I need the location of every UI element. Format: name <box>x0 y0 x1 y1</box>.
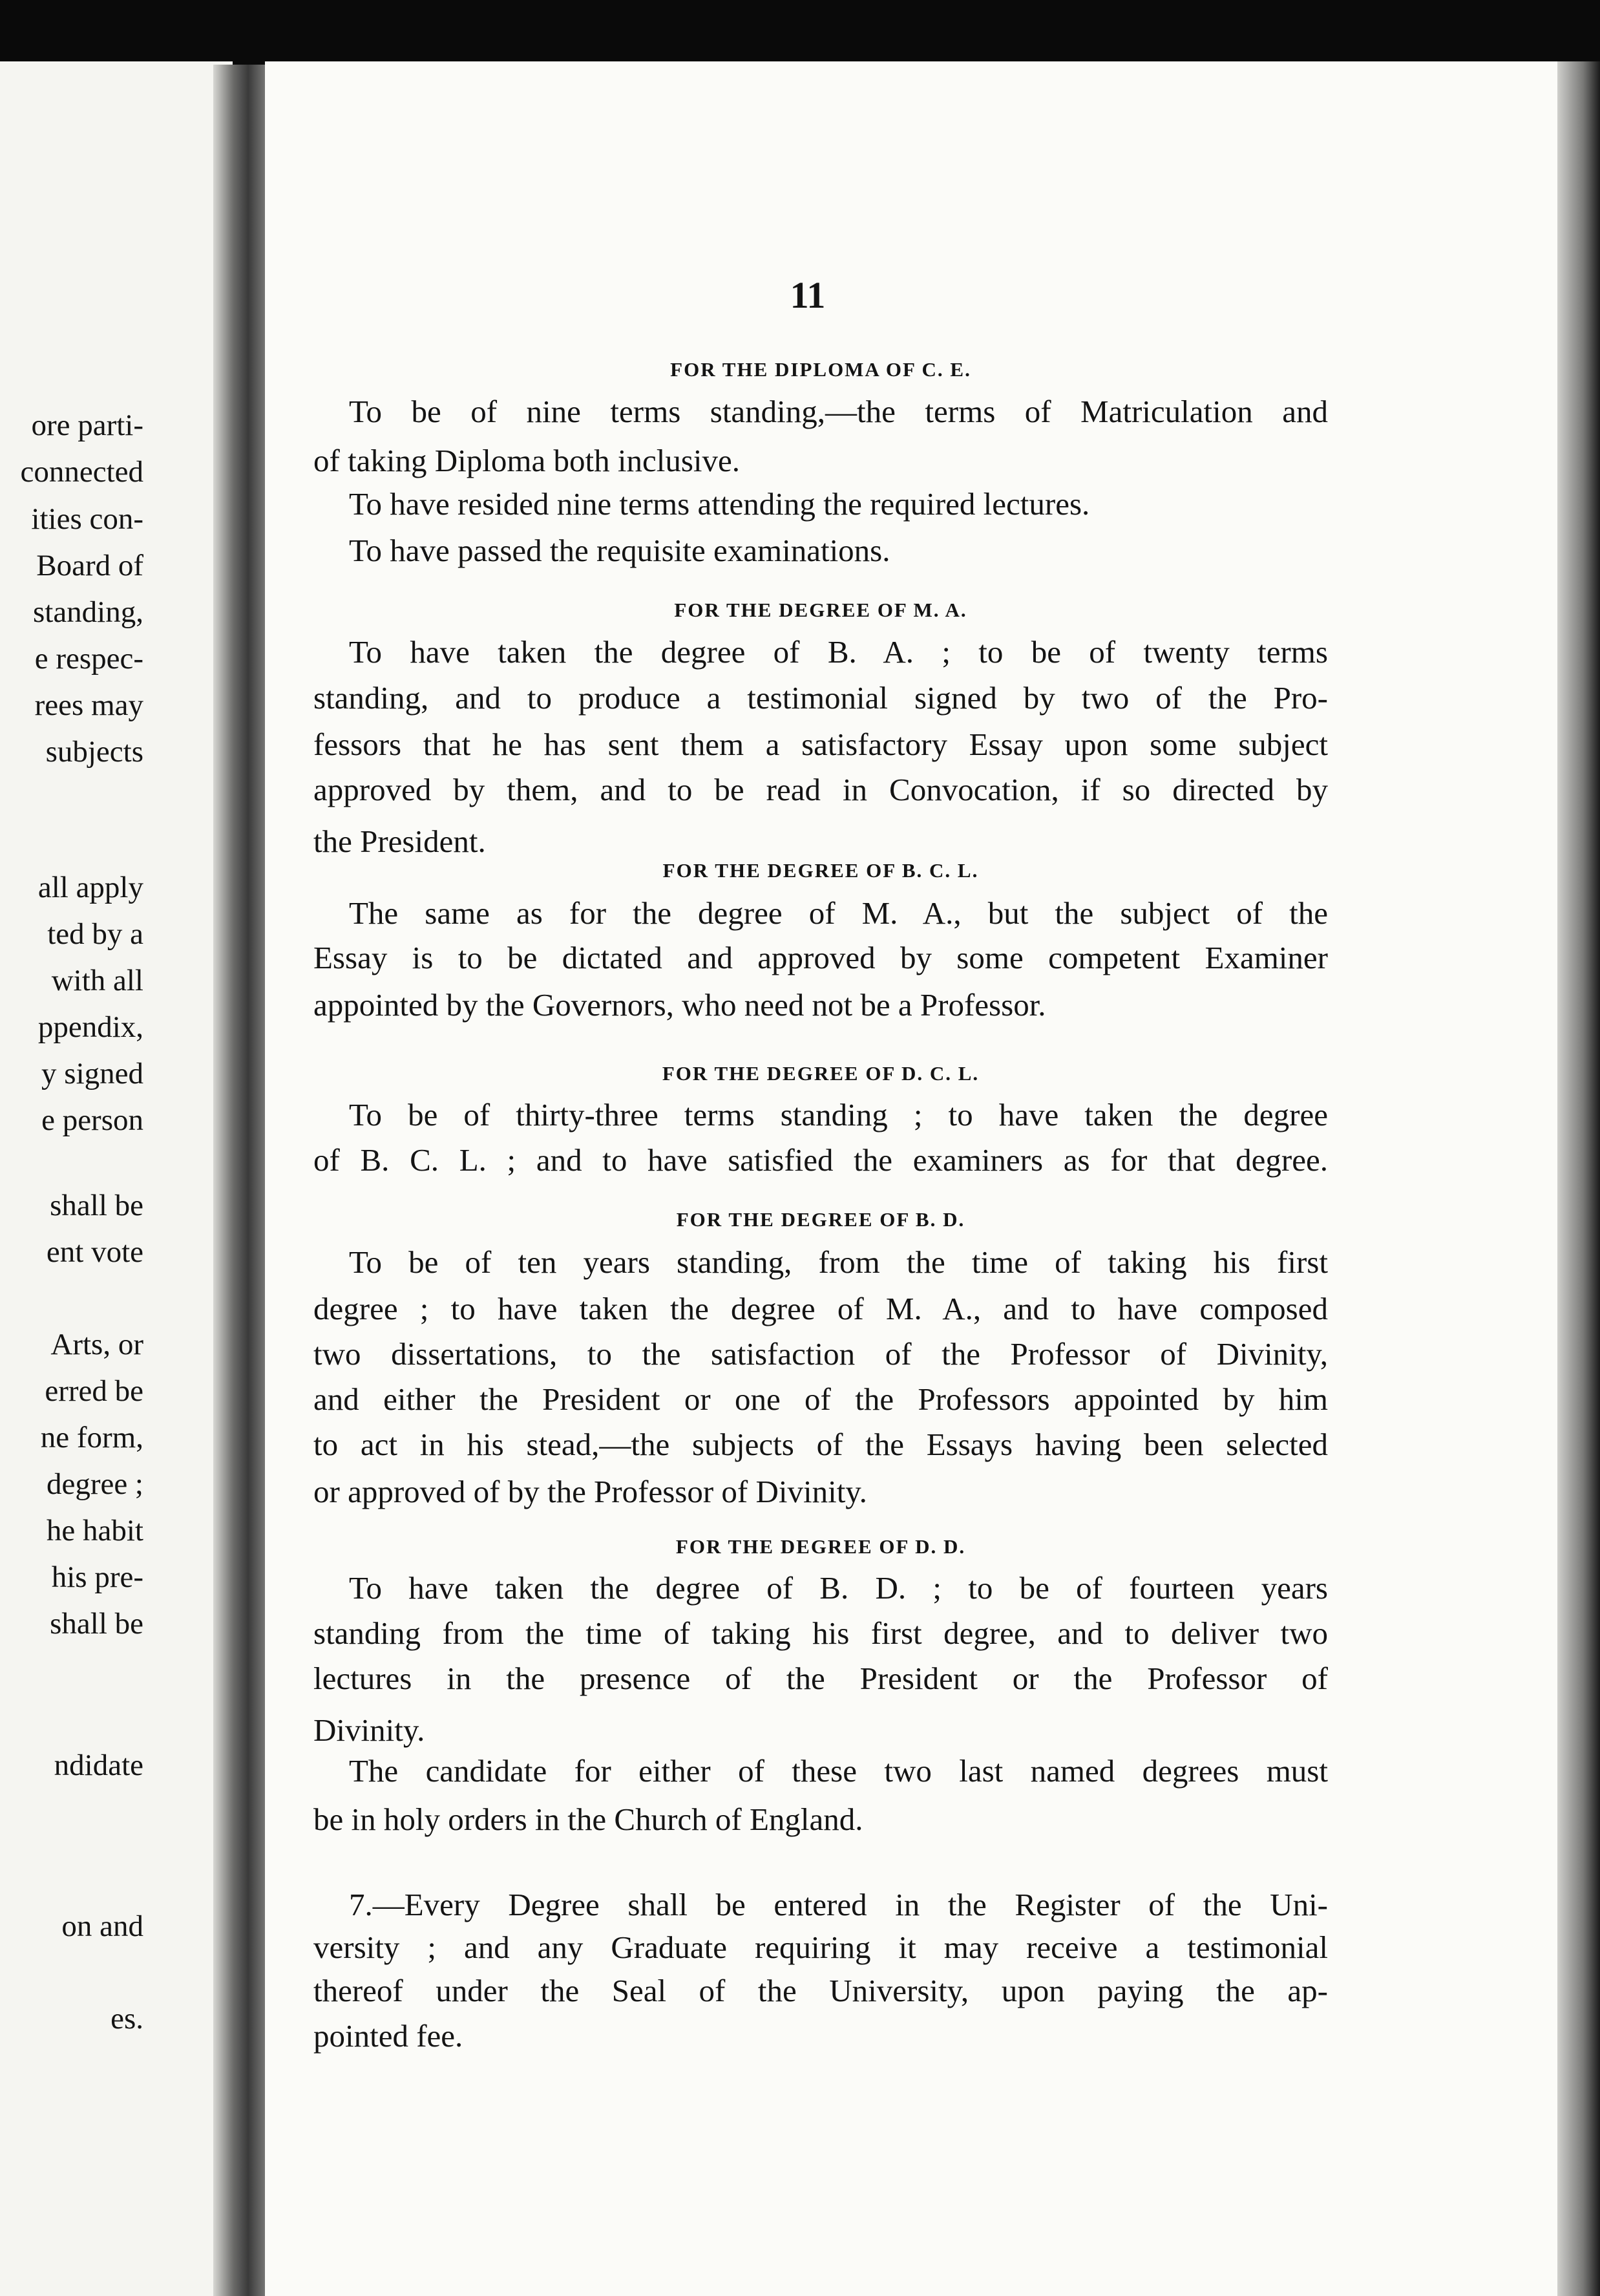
left-page-fragment: shall be <box>50 1189 143 1222</box>
left-page-fragment: shall be <box>50 1607 143 1641</box>
left-page-fragment: Board of <box>36 549 143 582</box>
left-page-fragment: e respec- <box>34 642 143 675</box>
section-heading-bcl: FOR THE DEGREE OF B. C. L. <box>662 859 979 882</box>
text-line: To have taken the degree of B. A. ; to be of twenty terms <box>349 634 1328 670</box>
left-page-fragment: Arts, or <box>50 1328 143 1361</box>
text-line: to act in his stead,—the subjects of the Essays having been selected <box>313 1427 1328 1462</box>
text-line: Divinity. <box>313 1712 425 1748</box>
text-line: The same as for the degree of M. A., but the subject of the <box>349 895 1328 931</box>
left-page-fragment: standing, <box>32 595 143 629</box>
text-line: standing from the time of taking his first degree, and to deliver two <box>313 1615 1328 1651</box>
left-page-fragment: ent vote <box>46 1235 143 1269</box>
left-page-fragment: with all <box>51 964 143 997</box>
text-line: two dissertations, to the satisfaction of the Professor of Divinity, <box>313 1336 1328 1372</box>
text-line: and either the President or one of the Professors appointed by him <box>313 1381 1328 1417</box>
left-page-fragment: connected <box>20 455 143 489</box>
page-number: 11 <box>790 274 826 316</box>
left-page-fragment: es. <box>111 2002 143 2036</box>
section-heading-dcl: FOR THE DEGREE OF D. C. L. <box>662 1062 980 1085</box>
text-line: appointed by the Governors, who need not be a Professor. <box>313 987 1046 1023</box>
left-page-fragment: ore parti- <box>31 409 143 442</box>
section-heading-bd: FOR THE DEGREE OF B. D. <box>676 1208 965 1231</box>
section-heading-ma: FOR THE DEGREE OF M. A. <box>674 599 967 621</box>
text-line: or approved of by the Professor of Divinity. <box>313 1474 867 1509</box>
left-page-fragment: ppendix, <box>37 1010 143 1044</box>
left-page-fragment: ndidate <box>54 1749 143 1782</box>
text-line: approved by them, and to be read in Convocation, if so directed by <box>313 772 1328 807</box>
left-page-fragment: his pre- <box>51 1560 143 1594</box>
left-page-fragment: ne form, <box>40 1421 143 1454</box>
left-page-fragment: all apply <box>37 871 143 904</box>
left-page-fragment: he habit <box>46 1514 143 1547</box>
text-line: To have taken the degree of B. D. ; to be of fourteen years <box>349 1570 1328 1606</box>
text-line: 7.—Every Degree shall be entered in the Register of the Uni- <box>349 1887 1328 1922</box>
text-line: versity ; and any Graduate requiring it may receive a testimonial <box>313 1929 1328 1965</box>
left-page-fragment: rees may <box>34 688 143 722</box>
left-page-fragment: on and <box>61 1909 143 1943</box>
left-page-fragment: degree ; <box>46 1467 143 1501</box>
left-page-fragment: ted by a <box>47 917 143 951</box>
text-line: To have passed the requisite examinations. <box>349 533 890 568</box>
text-line: To be of thirty-three terms standing ; to have taken the degree <box>349 1097 1328 1132</box>
text-line: pointed fee. <box>313 2018 463 2054</box>
text-line: thereof under the Seal of the University, upon paying the ap- <box>313 1973 1328 2008</box>
left-page-fragment: subjects <box>45 735 143 769</box>
left-page-fragment: ities con- <box>31 502 143 536</box>
text-line: To have resided nine terms attending the required lectures. <box>349 486 1090 522</box>
left-page-fragment: erred be <box>45 1374 143 1408</box>
section-heading-ce: FOR THE DIPLOMA OF C. E. <box>670 358 971 381</box>
text-line: lectures in the presence of the President or the Professor of <box>313 1661 1328 1696</box>
text-line: degree ; to have taken the degree of M. A., and to have composed <box>313 1291 1328 1326</box>
page-edge-shadow <box>1557 61 1600 2296</box>
text-line: the President. <box>313 824 486 859</box>
text-line: To be of ten years standing, from the time of taking his first <box>349 1244 1328 1280</box>
text-line: standing, and to produce a testimonial signed by two of the Pro- <box>313 680 1328 716</box>
left-page-fragment: e person <box>41 1103 143 1137</box>
book-gutter <box>213 65 271 2296</box>
left-page <box>0 61 233 2296</box>
text-line: of taking Diploma both inclusive. <box>313 443 741 478</box>
section-heading-dd: FOR THE DEGREE OF D. D. <box>675 1535 966 1558</box>
text-line: of B. C. L. ; and to have satisfied the examiners as for that degree. <box>313 1142 1328 1178</box>
text-line: To be of nine terms standing,—the terms of Matriculation and <box>349 394 1328 429</box>
left-page-fragment: y signed <box>41 1057 143 1090</box>
text-line: The candidate for either of these two last named degrees must <box>349 1753 1328 1789</box>
text-line: be in holy orders in the Church of England. <box>313 1802 863 1837</box>
text-line: Essay is to be dictated and approved by some competent Examiner <box>313 940 1328 975</box>
text-line: fessors that he has sent them a satisfactory Essay upon some subject <box>313 727 1328 762</box>
